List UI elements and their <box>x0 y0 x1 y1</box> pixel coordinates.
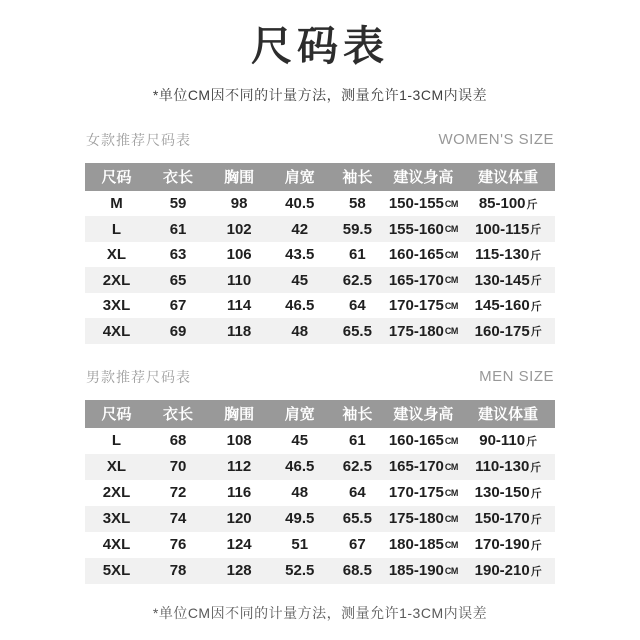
table-row <box>85 293 555 319</box>
height-cell: 180-185 CM <box>388 536 458 554</box>
height-cell: 165-170 CM <box>388 458 458 476</box>
sleeve-cell: 62.5 <box>342 458 372 476</box>
men-size-table <box>85 400 555 584</box>
shoulder-cell: 42 <box>291 220 309 238</box>
shoulder-cell: 46.5 <box>285 458 315 476</box>
weight-cell: 150-170 斤 <box>474 510 542 528</box>
column-header: 尺码 <box>101 169 132 187</box>
shoulder-cell: 45 <box>291 271 309 289</box>
column-header: 建议身高 <box>393 169 454 187</box>
size-cell: 4XL <box>102 536 131 554</box>
height-cell: 175-180 CM <box>388 322 458 340</box>
table-row <box>85 558 555 584</box>
height-cell: 170-175 CM <box>388 297 458 315</box>
length-cell: 65 <box>169 271 187 289</box>
table-row <box>85 318 555 344</box>
length-cell: 69 <box>169 322 187 340</box>
length-cell: 68 <box>169 432 187 450</box>
cm-unit-label: CM <box>444 513 458 524</box>
shoulder-cell: 40.5 <box>285 195 315 213</box>
height-cell: 150-155 CM <box>388 195 458 213</box>
jin-unit-label: 斤 <box>530 224 542 237</box>
size-cell: L <box>111 432 122 450</box>
men-section-head <box>86 367 554 387</box>
women-size-section <box>0 130 640 344</box>
size-cell: M <box>110 195 123 213</box>
table-row <box>85 454 555 480</box>
column-header: 袖长 <box>342 169 373 187</box>
women-section-label-en: WOMEN'S SIZE <box>438 131 554 149</box>
table-row <box>85 428 555 454</box>
sleeve-cell: 68.5 <box>342 562 372 580</box>
height-cell: 160-165 CM <box>388 246 458 264</box>
bust-cell: 116 <box>227 484 252 502</box>
tolerance-note-bottom: *单位CM因不同的计量方法，测量允许1-3CM内误差 <box>152 604 488 621</box>
column-header: 建议体重 <box>478 406 539 424</box>
shoulder-cell: 46.5 <box>285 297 315 315</box>
height-cell: 185-190 CM <box>388 562 458 580</box>
bust-cell: 98 <box>230 195 248 213</box>
jin-unit-label: 斤 <box>530 513 542 526</box>
weight-cell: 100-115 斤 <box>475 220 542 238</box>
column-header: 肩宽 <box>284 406 315 424</box>
column-header: 衣长 <box>163 169 194 187</box>
sleeve-cell: 65.5 <box>342 322 372 340</box>
cm-unit-label: CM <box>444 435 458 446</box>
table-row <box>85 532 555 558</box>
shoulder-cell: 48 <box>291 484 309 502</box>
weight-cell: 110-130 斤 <box>475 458 542 476</box>
table-row <box>85 216 555 242</box>
length-cell: 74 <box>169 510 187 528</box>
bust-cell: 106 <box>226 246 252 264</box>
jin-unit-label: 斤 <box>530 300 542 313</box>
length-cell: 70 <box>169 458 187 476</box>
women-section-head <box>86 130 554 150</box>
table-row <box>85 506 555 532</box>
shoulder-cell: 51 <box>291 536 309 554</box>
sleeve-cell: 61 <box>348 246 366 264</box>
shoulder-cell: 45 <box>291 432 309 450</box>
bust-cell: 112 <box>227 458 252 476</box>
height-cell: 165-170 CM <box>388 271 458 289</box>
height-cell: 175-180 CM <box>388 510 458 528</box>
column-header: 肩宽 <box>284 169 315 187</box>
jin-unit-label: 斤 <box>530 565 542 578</box>
size-cell: 3XL <box>102 297 131 315</box>
bust-cell: 118 <box>227 322 252 340</box>
table-row <box>85 242 555 268</box>
size-cell: XL <box>106 458 127 476</box>
column-header: 袖长 <box>342 406 373 424</box>
height-cell: 160-165 CM <box>388 432 458 450</box>
cm-unit-label: CM <box>444 224 458 235</box>
cm-unit-label: CM <box>444 300 458 311</box>
length-cell: 78 <box>169 562 187 580</box>
height-cell: 170-175 CM <box>388 484 458 502</box>
column-header: 尺码 <box>101 406 132 424</box>
cm-unit-label: CM <box>444 326 458 337</box>
size-cell: 5XL <box>102 562 131 580</box>
sleeve-cell: 64 <box>348 484 366 502</box>
shoulder-cell: 43.5 <box>285 246 315 264</box>
size-cell: 3XL <box>102 510 131 528</box>
table-header-row <box>85 163 555 191</box>
cm-unit-label: CM <box>444 565 458 576</box>
cm-unit-label: CM <box>444 198 458 209</box>
men-size-section <box>0 367 640 584</box>
size-cell: 4XL <box>102 322 131 340</box>
weight-cell: 130-150 斤 <box>474 484 542 502</box>
length-cell: 72 <box>169 484 187 502</box>
cm-unit-label: CM <box>444 275 458 286</box>
cm-unit-label: CM <box>444 461 458 472</box>
column-header: 胸围 <box>224 406 255 424</box>
table-row <box>85 267 555 293</box>
weight-cell: 90-110 斤 <box>479 432 538 450</box>
size-cell: XL <box>106 246 127 264</box>
length-cell: 59 <box>169 195 187 213</box>
length-cell: 61 <box>169 220 187 238</box>
women-section-label: 女款推荐尺码表 <box>86 131 191 148</box>
sleeve-cell: 62.5 <box>342 271 372 289</box>
jin-unit-label: 斤 <box>530 461 542 474</box>
weight-cell: 115-130 斤 <box>475 246 542 264</box>
column-header: 衣长 <box>163 406 194 424</box>
jin-unit-label: 斤 <box>526 198 538 211</box>
size-cell: 2XL <box>102 484 131 502</box>
column-header: 胸围 <box>224 169 255 187</box>
jin-unit-label: 斤 <box>530 275 542 288</box>
size-cell: L <box>111 220 122 238</box>
weight-cell: 130-145 斤 <box>474 271 542 289</box>
jin-unit-label: 斤 <box>530 539 542 552</box>
sleeve-cell: 61 <box>348 432 366 450</box>
jin-unit-label: 斤 <box>530 249 542 262</box>
sleeve-cell: 58 <box>348 195 366 213</box>
size-cell: 2XL <box>102 271 131 289</box>
bust-cell: 124 <box>226 536 252 554</box>
weight-cell: 170-190 斤 <box>474 536 542 554</box>
column-header: 建议体重 <box>478 169 539 187</box>
weight-cell: 85-100 斤 <box>478 195 538 213</box>
cm-unit-label: CM <box>444 487 458 498</box>
jin-unit-label: 斤 <box>526 435 538 448</box>
bust-cell: 108 <box>226 432 252 450</box>
length-cell: 76 <box>169 536 187 554</box>
shoulder-cell: 49.5 <box>285 510 315 528</box>
bust-cell: 110 <box>227 271 252 289</box>
jin-unit-label: 斤 <box>530 326 542 339</box>
weight-cell: 145-160 斤 <box>474 297 542 315</box>
tolerance-note-top: *单位CM因不同的计量方法，测量允许1-3CM内误差 <box>152 86 488 103</box>
men-section-label-en: MEN SIZE <box>479 368 554 386</box>
men-section-label: 男款推荐尺码表 <box>86 368 191 385</box>
bust-cell: 114 <box>227 297 252 315</box>
weight-cell: 190-210 斤 <box>474 562 542 580</box>
sleeve-cell: 64 <box>348 297 366 315</box>
bust-cell: 102 <box>226 220 252 238</box>
cm-unit-label: CM <box>444 539 458 550</box>
length-cell: 63 <box>169 246 187 264</box>
jin-unit-label: 斤 <box>530 487 542 500</box>
height-cell: 155-160 CM <box>388 220 458 238</box>
page-title: 尺码表 <box>251 23 389 69</box>
column-header: 建议身高 <box>393 406 454 424</box>
sleeve-cell: 67 <box>348 536 366 554</box>
weight-cell: 160-175 斤 <box>474 322 542 340</box>
women-size-table <box>85 163 555 344</box>
bust-cell: 120 <box>226 510 252 528</box>
table-header-row <box>85 400 555 428</box>
length-cell: 67 <box>169 297 187 315</box>
table-row <box>85 191 555 217</box>
cm-unit-label: CM <box>444 249 458 260</box>
shoulder-cell: 52.5 <box>285 562 315 580</box>
sleeve-cell: 65.5 <box>342 510 372 528</box>
bust-cell: 128 <box>226 562 252 580</box>
sleeve-cell: 59.5 <box>342 220 372 238</box>
shoulder-cell: 48 <box>291 322 309 340</box>
table-row <box>85 480 555 506</box>
